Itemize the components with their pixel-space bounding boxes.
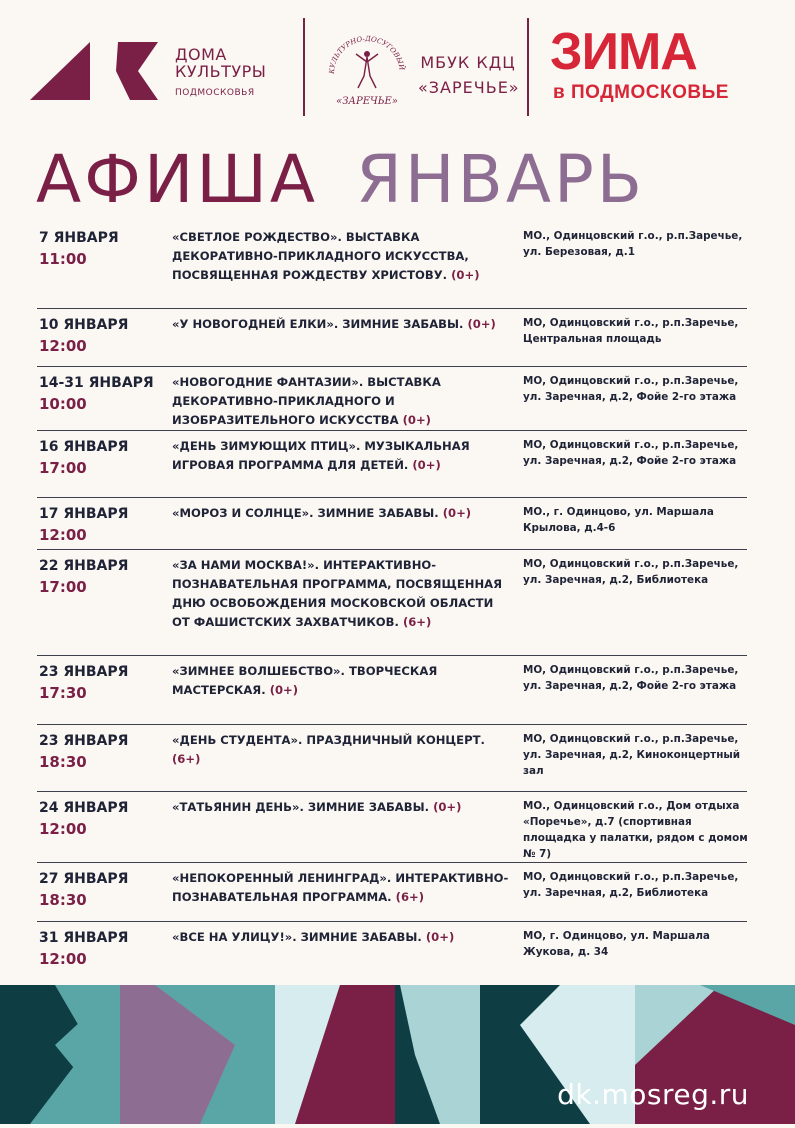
org-line1: МБУК КДЦ	[420, 53, 516, 72]
event-place: МО, Одинцовский г.о., р.п.Заречье, ул. Заречная, д.2, Библиотека	[523, 558, 739, 586]
age-rating: (6+)	[395, 890, 425, 904]
page-title	[36, 140, 645, 220]
event-row	[37, 922, 747, 984]
event-datetime	[39, 869, 169, 911]
dk-logo-text	[175, 46, 266, 80]
event-title: «ЗА НАМИ МОСКВА!». ИНТЕРАКТИВНО-ПОЗНАВАТЕЛЬНАЯ ПРОГРАММА, ПОСВЯЩЕННАЯ ДНЮ ОСВОБОЖДЕНИЯ МОСКОВСКОЙ ОБЛАСТИ ОТ ФАШИСТСКИХ ЗАХВАТЧИКОВ.	[172, 558, 503, 629]
age-rating: (0+)	[402, 413, 431, 427]
event-row	[37, 863, 747, 922]
event-title: «ТАТЬЯНИН ДЕНЬ». ЗИМНИЕ ЗАБАВЫ.	[172, 800, 430, 814]
event-date: 16 ЯНВАРЯ	[39, 439, 129, 455]
org-name	[418, 50, 518, 100]
event-datetime	[39, 437, 169, 479]
age-rating: (0+)	[412, 458, 441, 472]
event-row	[37, 792, 747, 863]
event-date: 10 ЯНВАРЯ	[39, 317, 129, 333]
divider	[527, 18, 529, 116]
age-rating: (0+)	[425, 930, 455, 944]
event-description	[172, 228, 512, 285]
dk-sub: ПОДМОСКОВЬЯ	[175, 88, 255, 98]
age-rating: (0+)	[451, 268, 480, 282]
emblem	[322, 24, 412, 110]
event-title: «ЗИМНЕЕ ВОЛШЕБСТВО». ТВОРЧЕСКАЯ МАСТЕРСКАЯ.	[172, 664, 438, 697]
site-link[interactable]: dk.mosreg.ru	[557, 1078, 749, 1111]
zima-logo: ЗИМА	[550, 23, 697, 81]
event-date: 17 ЯНВАРЯ	[39, 506, 129, 522]
event-title: «МОРОЗ И СОЛНЦЕ». ЗИМНИЕ ЗАБАВЫ.	[172, 506, 439, 520]
dk-line1: ДОМА	[175, 45, 227, 64]
emblem-dancer-icon	[322, 24, 412, 110]
event-description	[172, 504, 512, 523]
event-datetime	[39, 556, 169, 598]
event-time: 11:00	[39, 250, 87, 268]
event-datetime	[39, 228, 169, 270]
event-date: 22 ЯНВАРЯ	[39, 558, 129, 574]
event-datetime	[39, 504, 169, 546]
divider	[303, 18, 305, 116]
event-description	[172, 556, 512, 632]
event-title: «ДЕНЬ ЗИМУЮЩИХ ПТИЦ». МУЗЫКАЛЬНАЯ ИГРОВАЯ ПРОГРАММА ДЛЯ ДЕТЕЙ.	[172, 439, 470, 472]
age-rating: (0+)	[467, 317, 496, 331]
event-datetime	[39, 662, 169, 704]
event-title: «СВЕТЛОЕ РОЖДЕСТВО». ВЫСТАВКА ДЕКОРАТИВНО-ПРИКЛАДНОГО ИСКУССТВА, ПОСВЯЩЕННАЯ РОЖДЕСТВУ ХРИСТОВУ.	[172, 230, 469, 282]
event-description	[172, 315, 512, 334]
event-datetime	[39, 373, 169, 415]
event-description	[172, 731, 512, 769]
org-line2: «ЗАРЕЧЬЕ»	[418, 78, 520, 97]
event-place: МО., Одинцовский г.о., р.п.Заречье, ул. Березовая, д.1	[523, 230, 743, 258]
event-description	[172, 373, 512, 430]
event-time: 18:30	[39, 891, 87, 909]
event-time: 12:00	[39, 950, 87, 968]
event-time: 12:00	[39, 820, 87, 838]
age-rating: (0+)	[269, 683, 299, 697]
event-time: 17:30	[39, 684, 87, 702]
event-datetime	[39, 315, 169, 357]
age-rating: (6+)	[172, 752, 201, 766]
event-datetime	[39, 928, 169, 970]
event-description	[172, 869, 512, 907]
event-description	[172, 798, 512, 817]
title-month: ЯНВАРЬ	[356, 141, 646, 218]
event-title: «ДЕНЬ СТУДЕНТА». ПРАЗДНИЧНЫЙ КОНЦЕРТ.	[172, 733, 485, 747]
event-time: 12:00	[39, 526, 87, 544]
event-row	[37, 222, 747, 309]
event-date: 14-31 ЯНВАРЯ	[39, 375, 154, 391]
event-row	[37, 431, 747, 498]
event-title: «ВСЕ НА УЛИЦУ!». ЗИМНИЕ ЗАБАВЫ.	[172, 930, 422, 944]
event-time: 18:30	[39, 753, 87, 771]
age-rating: (6+)	[402, 615, 432, 629]
event-place: МО, г. Одинцово, ул. Маршала Жукова, д. 34	[523, 930, 710, 958]
age-rating: (0+)	[442, 506, 472, 520]
event-title: «У НОВОГОДНЕЙ ЕЛКИ». ЗИМНИЕ ЗАБАВЫ.	[172, 317, 464, 331]
events-table	[37, 222, 747, 984]
event-row	[37, 550, 747, 656]
event-row	[37, 309, 747, 367]
event-row	[37, 498, 747, 550]
event-place: МО, Одинцовский г.о., р.п.Заречье, ул. Заречная, д.2, Фойе 2-го этажа	[523, 664, 739, 692]
dk-line2: КУЛЬТУРЫ	[175, 62, 267, 81]
event-date: 7 ЯНВАРЯ	[39, 230, 119, 246]
event-date: 23 ЯНВАРЯ	[39, 664, 129, 680]
event-date: 23 ЯНВАРЯ	[39, 733, 129, 749]
event-date: 31 ЯНВАРЯ	[39, 930, 129, 946]
emblem-arc-text: КУЛЬТУРНО-ДОСУГОВЫЙ	[327, 34, 406, 75]
event-description	[172, 662, 512, 700]
dk-logo-icon	[30, 42, 160, 100]
event-date: 27 ЯНВАРЯ	[39, 871, 129, 887]
header	[0, 0, 795, 130]
event-time: 17:00	[39, 578, 87, 596]
event-row	[37, 656, 747, 725]
event-row	[37, 367, 747, 431]
emblem-name: «ЗАРЕЧЬЕ»	[336, 96, 398, 107]
zima-sub: в ПОДМОСКОВЬЕ	[553, 82, 729, 103]
event-place: МО, Одинцовский г.о., р.п.Заречье, ул. Заречная, д.2, Библиотека	[523, 871, 739, 899]
title-afisha: АФИША	[36, 141, 319, 218]
event-date: 24 ЯНВАРЯ	[39, 800, 129, 816]
event-place: МО, Одинцовский г.о., р.п.Заречье, Центральная площадь	[523, 317, 739, 345]
event-description	[172, 928, 512, 947]
event-place: МО., Одинцовский г.о., Дом отдыха «Поречье», д.7 (спортивная площадка у палатки, рядом с домом № 7)	[523, 800, 748, 860]
event-datetime	[39, 798, 169, 840]
event-description	[172, 437, 512, 475]
event-row	[37, 725, 747, 792]
event-place: МО, Одинцовский г.о., р.п.Заречье, ул. Заречная, д.2, Фойе 2-го этажа	[523, 375, 739, 403]
event-title: «НЕПОКОРЕННЫЙ ЛЕНИНГРАД». ИНТЕРАКТИВНО-ПОЗНАВАТЕЛЬНАЯ ПРОГРАММА.	[172, 871, 509, 904]
event-time: 10:00	[39, 395, 87, 413]
age-rating: (0+)	[433, 800, 462, 814]
event-datetime	[39, 731, 169, 773]
event-title: «НОВОГОДНИЕ ФАНТАЗИИ». ВЫСТАВКА ДЕКОРАТИВНО-ПРИКЛАДНОГО И ИЗОБРАЗИТЕЛЬНОГО ИСКУССТВА	[172, 375, 441, 427]
event-place: МО, Одинцовский г.о., р.п.Заречье, ул. Заречная, д.2, Фойе 2-го этажа	[523, 439, 739, 467]
event-place: МО., г. Одинцово, ул. Маршала Крылова, д.4-6	[523, 506, 714, 534]
event-place: МО, Одинцовский г.о., р.п.Заречье, ул. Заречная, д.2, Киноконцертный зал	[523, 733, 741, 777]
event-time: 12:00	[39, 337, 87, 355]
event-time: 17:00	[39, 459, 87, 477]
